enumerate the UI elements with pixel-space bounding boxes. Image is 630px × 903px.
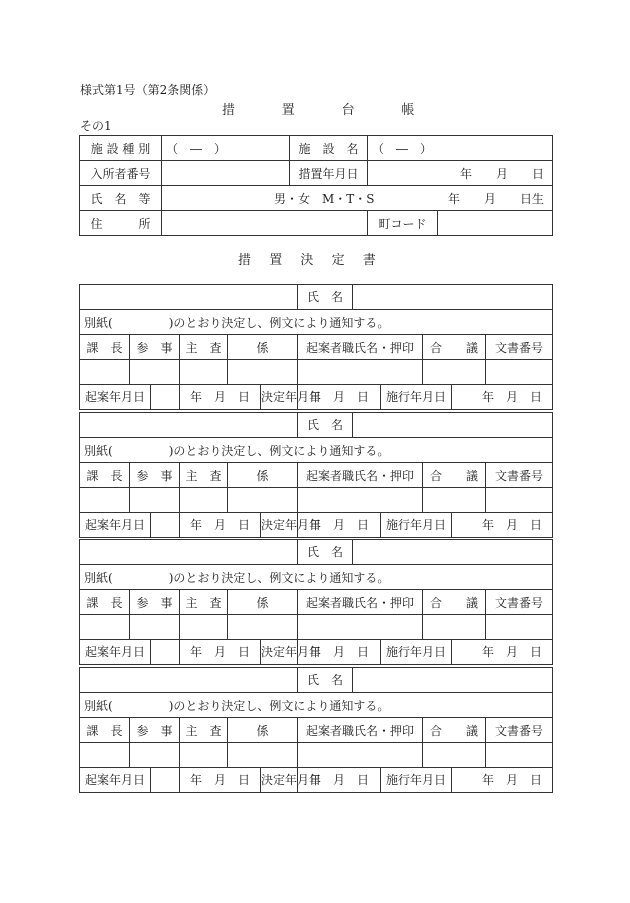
block-blank (80, 413, 298, 438)
date-cell-mid (180, 768, 322, 793)
facility-type-value[interactable]: （ ― ） (162, 136, 290, 161)
sheet-label: その1 (80, 119, 112, 133)
seal-councilor[interactable] (130, 743, 180, 768)
block-name-field[interactable] (298, 668, 553, 693)
seal-consultation[interactable] (423, 360, 486, 385)
header-staff: 係 (228, 335, 298, 360)
header-drafter: 起案者職氏名・押印 (298, 463, 423, 488)
seal-chief[interactable] (80, 360, 130, 385)
date-cell-mid (180, 640, 322, 665)
name-field[interactable] (162, 186, 553, 211)
date-cell-mid (180, 385, 322, 410)
draft-date-label: 起案年月日 (80, 768, 151, 792)
date-cell-right (298, 768, 553, 793)
decision-date-value[interactable]: 年 月 日 (298, 513, 381, 537)
effective-date-value[interactable]: 年 月 日 (481, 773, 542, 787)
seal-supervisor[interactable] (180, 743, 228, 768)
decision-date-label: 決定年月日 (261, 645, 322, 659)
seal-drafter[interactable] (298, 488, 423, 513)
header-supervisor: 主 査 (180, 335, 228, 360)
notice-line (80, 310, 553, 335)
gender-era: 男・女 M・T・S (274, 192, 375, 206)
header-councilor: 参 事 (130, 590, 180, 615)
measure-date-label: 措置年月日 (290, 161, 368, 186)
header-supervisor: 主 査 (180, 463, 228, 488)
seal-supervisor[interactable] (180, 488, 228, 513)
block-blank (80, 285, 298, 310)
date-cell-right (298, 385, 553, 410)
facility-type-label: 施 設 種 別 (80, 136, 162, 161)
block-name-field[interactable] (298, 413, 553, 438)
header-chief: 課 長 (80, 463, 130, 488)
address-label: 住 所 (80, 211, 162, 236)
header-staff: 係 (228, 463, 298, 488)
draft-date-value[interactable]: 年 月 日 (180, 513, 261, 537)
town-code-field[interactable] (438, 211, 553, 236)
effective-date-label: 施行年月日 (381, 385, 452, 409)
effective-date-value[interactable]: 年 月 日 (481, 645, 542, 659)
info-table (79, 135, 553, 236)
seal-drafter[interactable] (298, 743, 423, 768)
seal-staff[interactable] (228, 360, 298, 385)
seal-staff[interactable] (228, 488, 298, 513)
header-staff: 係 (228, 718, 298, 743)
block-name-label: 氏 名 (298, 413, 353, 437)
header-supervisor: 主 査 (180, 718, 228, 743)
seal-consultation[interactable] (423, 615, 486, 640)
name-label: 氏 名 等 (80, 186, 162, 211)
header-document-no: 文書番号 (486, 718, 553, 743)
block-name-label: 氏 名 (298, 285, 353, 309)
draft-date-value[interactable]: 年 月 日 (180, 640, 261, 664)
decision-date-label: 決定年月日 (261, 773, 322, 787)
decision-block (79, 539, 553, 665)
notice-prefix: 別紙( (84, 443, 113, 458)
seal-consultation[interactable] (423, 488, 486, 513)
notice-line (80, 438, 553, 463)
header-consultation: 合 議 (423, 590, 486, 615)
effective-date-value[interactable]: 年 月 日 (481, 518, 542, 532)
date-row (80, 640, 180, 665)
decision-date-label: 決定年月日 (261, 390, 322, 404)
admission-no-field[interactable] (162, 161, 290, 186)
header-chief: 課 長 (80, 590, 130, 615)
draft-date-label: 起案年月日 (80, 640, 151, 664)
date-cell-mid (180, 513, 322, 538)
decision-date-value[interactable]: 年 月 日 (298, 385, 381, 409)
date-row (80, 385, 180, 410)
seal-supervisor[interactable] (180, 615, 228, 640)
measure-date-value[interactable]: 年 月 日 (368, 161, 553, 186)
header-drafter: 起案者職氏名・押印 (298, 335, 423, 360)
decision-block (79, 412, 553, 538)
header-councilor: 参 事 (130, 335, 180, 360)
header-consultation: 合 議 (423, 718, 486, 743)
seal-drafter[interactable] (298, 360, 423, 385)
header-councilor: 参 事 (130, 463, 180, 488)
seal-document-no[interactable] (486, 360, 553, 385)
header-consultation: 合 議 (423, 463, 486, 488)
seal-drafter[interactable] (298, 615, 423, 640)
effective-date-value[interactable]: 年 月 日 (481, 390, 542, 404)
notice-prefix: 別紙( (84, 315, 113, 330)
header-chief: 課 長 (80, 335, 130, 360)
effective-date-label: 施行年月日 (381, 768, 452, 792)
seal-supervisor[interactable] (180, 360, 228, 385)
decision-block (79, 667, 553, 793)
header-document-no: 文書番号 (486, 335, 553, 360)
header-staff: 係 (228, 590, 298, 615)
seal-chief[interactable] (80, 488, 130, 513)
decision-title: 措 置 決 定 書 (238, 253, 379, 268)
effective-date-label: 施行年月日 (381, 640, 452, 664)
block-name-label: 氏 名 (298, 668, 353, 692)
notice-line (80, 693, 553, 718)
notice-suffix: )のとおり決定し、例文により通知する。 (168, 698, 390, 713)
seal-councilor[interactable] (130, 488, 180, 513)
draft-date-label: 起案年月日 (80, 513, 151, 537)
header-chief: 課 長 (80, 718, 130, 743)
admission-no-label: 入所者番号 (80, 161, 162, 186)
header-drafter: 起案者職氏名・押印 (298, 590, 423, 615)
draft-date-value[interactable]: 年 月 日 (180, 385, 261, 409)
facility-name-label: 施 設 名 (290, 136, 368, 161)
notice-line (80, 565, 553, 590)
facility-name-value[interactable]: （ ― ） (368, 136, 553, 161)
effective-date-label: 施行年月日 (381, 513, 452, 537)
seal-councilor[interactable] (130, 360, 180, 385)
seal-document-no[interactable] (486, 488, 553, 513)
notice-suffix: )のとおり決定し、例文により通知する。 (168, 443, 390, 458)
birth-date: 年 月 日生 (448, 192, 545, 206)
seal-document-no[interactable] (486, 615, 553, 640)
date-cell-right (298, 640, 553, 665)
draft-date-label: 起案年月日 (80, 385, 151, 409)
seal-councilor[interactable] (130, 615, 180, 640)
seal-chief[interactable] (80, 743, 130, 768)
notice-suffix: )のとおり決定し、例文により通知する。 (168, 315, 390, 330)
block-name-field[interactable] (298, 540, 553, 565)
notice-prefix: 別紙( (84, 570, 113, 585)
ledger-title: 措 置 台 帳 (222, 103, 417, 118)
notice-prefix: 別紙( (84, 698, 113, 713)
decision-block (79, 284, 553, 410)
block-blank (80, 668, 298, 693)
seal-chief[interactable] (80, 615, 130, 640)
decision-date-value[interactable]: 年 月 日 (298, 768, 381, 792)
header-document-no: 文書番号 (486, 590, 553, 615)
block-name-label: 氏 名 (298, 540, 353, 564)
seal-document-no[interactable] (486, 743, 553, 768)
seal-staff[interactable] (228, 615, 298, 640)
notice-suffix: )のとおり決定し、例文により通知する。 (168, 570, 390, 585)
block-name-field[interactable] (298, 285, 553, 310)
header-supervisor: 主 査 (180, 590, 228, 615)
draft-date-value[interactable]: 年 月 日 (180, 768, 261, 792)
seal-staff[interactable] (228, 743, 298, 768)
date-row (80, 513, 180, 538)
decision-date-label: 決定年月日 (261, 518, 322, 532)
header-councilor: 参 事 (130, 718, 180, 743)
form-number: 様式第1号（第2条関係） (80, 83, 216, 97)
address-field[interactable] (162, 211, 368, 236)
header-document-no: 文書番号 (486, 463, 553, 488)
block-blank (80, 540, 298, 565)
header-consultation: 合 議 (423, 335, 486, 360)
date-cell-right (298, 513, 553, 538)
town-code-label: 町コード (368, 211, 438, 236)
seal-consultation[interactable] (423, 743, 486, 768)
header-drafter: 起案者職氏名・押印 (298, 718, 423, 743)
decision-date-value[interactable]: 年 月 日 (298, 640, 381, 664)
date-row (80, 768, 180, 793)
